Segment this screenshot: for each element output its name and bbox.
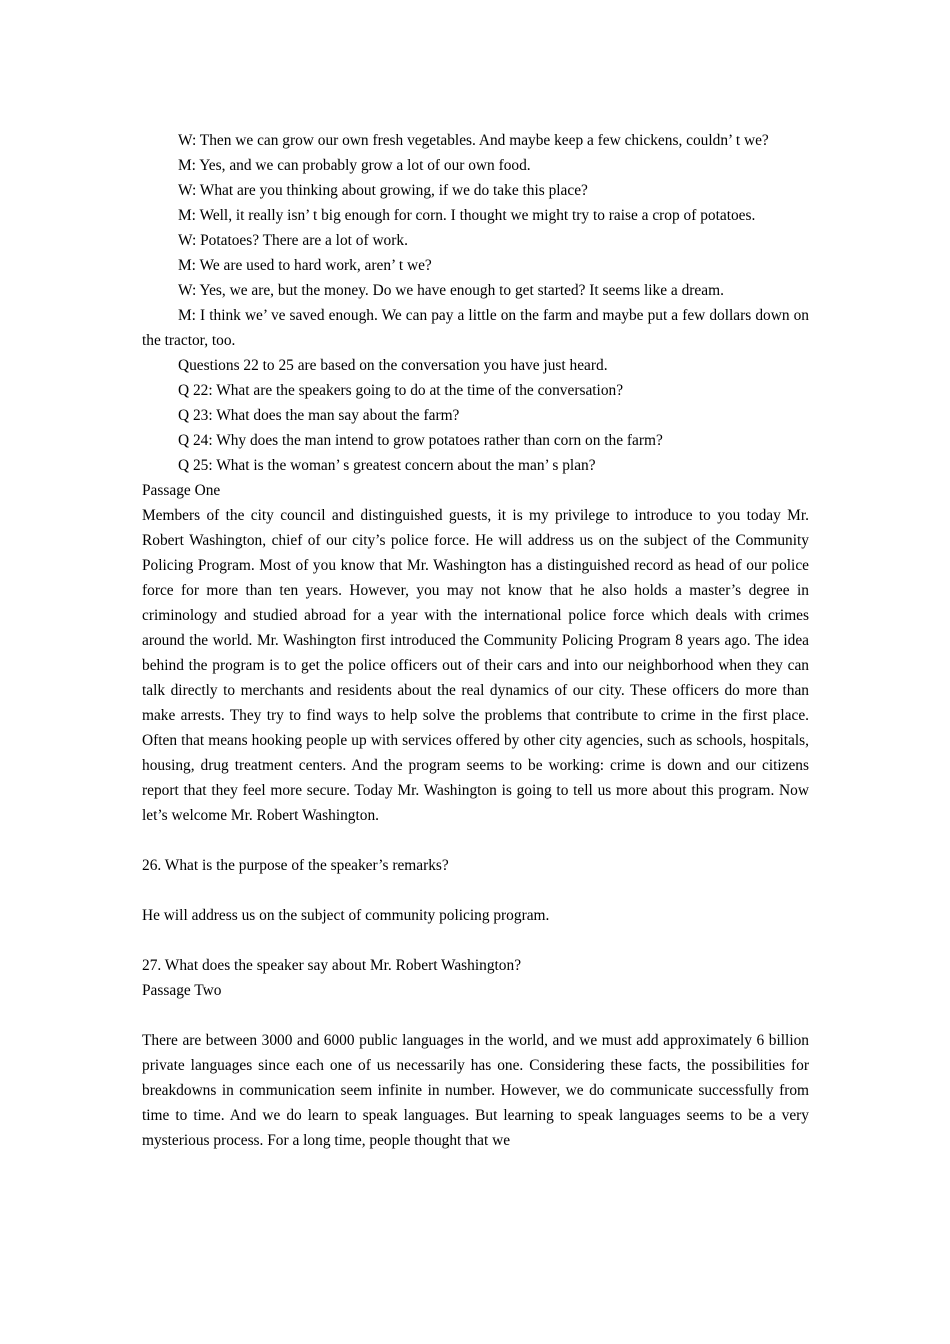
spacer-after-answer-26 [142,928,809,953]
question-24: Q 24: Why does the man intend to grow potatoes rather than corn on the farm? [178,432,663,449]
dialogue-line-w-vegetables: W: Then we can grow our own fresh vegetables. And maybe keep a few chickens, couldn’ t we? [178,132,769,149]
heading-passage-one: Passage One [142,482,221,499]
heading-passage-two: Passage Two [142,982,222,999]
question-23: Q 23: What does the man say about the farm? [178,407,460,424]
spacer-after-question-26 [142,878,809,903]
spacer-after-passage-two [142,1003,809,1028]
passage-two-body: There are between 3000 and 6000 public languages in the world, and we must add approximately 6 billion private languages since each one of us necessarily has one. Considering these facts, the possibilities for breakdowns in communication seem infinite in number. However, we do communicate successfully from time to time. And we do learn to speak languages. But learning to speak languages seems to be a very mysterious process. For a long time, people thought that we [142,1032,809,1149]
question-27: 27. What does the speaker say about Mr. Robert Washington? [142,957,522,974]
spacer-after-passage-one [142,828,809,853]
questions-instruction: Questions 22 to 25 are based on the conversation you have just heard. [178,357,608,374]
dialogue-line-m-hard-work: M: We are used to hard work, aren’ t we? [178,257,432,274]
passage-one-body: Members of the city council and distinguished guests, it is my privilege to introduce to you today Mr. Robert Washington, chief of our city’s police force. He will address us on the subject of the Community Policing Program. Most of you know that Mr. Washington has a distinguished record as head of our police force for more than ten years. However, you may not know that he also holds a master’s degree in criminology and studied abroad for a year with the international police force which deals with crimes around the world. Mr. Washington first introduced the Community Policing Program 8 years ago. The idea behind the program is to get the police officers out of their cars and into our neighborhood when they can talk directly to merchants and residents about the real dynamics of our city. These officers do more than make arrests. They try to find ways to help solve the problems that contribute to crime in the first place. Often that means hooking people up with services offered by other city agencies, such as schools, hospitals, housing, drug treatment centers. And the program seems to be working: crime is down and our citizens report that they feel more secure. Today Mr. Washington is going to tell us more about this program. Now let’s welcome Mr. Robert Washington. [142,507,809,824]
question-25: Q 25: What is the woman’ s greatest concern about the man’ s plan? [178,457,596,474]
question-26: 26. What is the purpose of the speaker’s remarks? [142,857,449,874]
dialogue-line-w-money-dream: W: Yes, we are, but the money. Do we have enough to get started? It seems like a dream. [178,282,724,299]
dialogue-line-w-thinking-growing: W: What are you thinking about growing, if we do take this place? [178,182,588,199]
dialogue-line-m-corn-potatoes: M: Well, it really isn’ t big enough for corn. I thought we might try to raise a crop of potatoes. [178,207,756,224]
question-22: Q 22: What are the speakers going to do at the time of the conversation? [178,382,624,399]
document-text-body [142,128,809,1153]
dialogue-line-w-potatoes-work: W: Potatoes? There are a lot of work. [178,232,408,249]
dialogue-line-m-saved-enough: M: I think we’ ve saved enough. We can pay a little on the farm and maybe put a few dollars down on the tractor, too. [142,307,809,349]
dialogue-line-m-own-food: M: Yes, and we can probably grow a lot of our own food. [178,157,531,174]
answer-26: He will address us on the subject of community policing program. [142,907,550,924]
